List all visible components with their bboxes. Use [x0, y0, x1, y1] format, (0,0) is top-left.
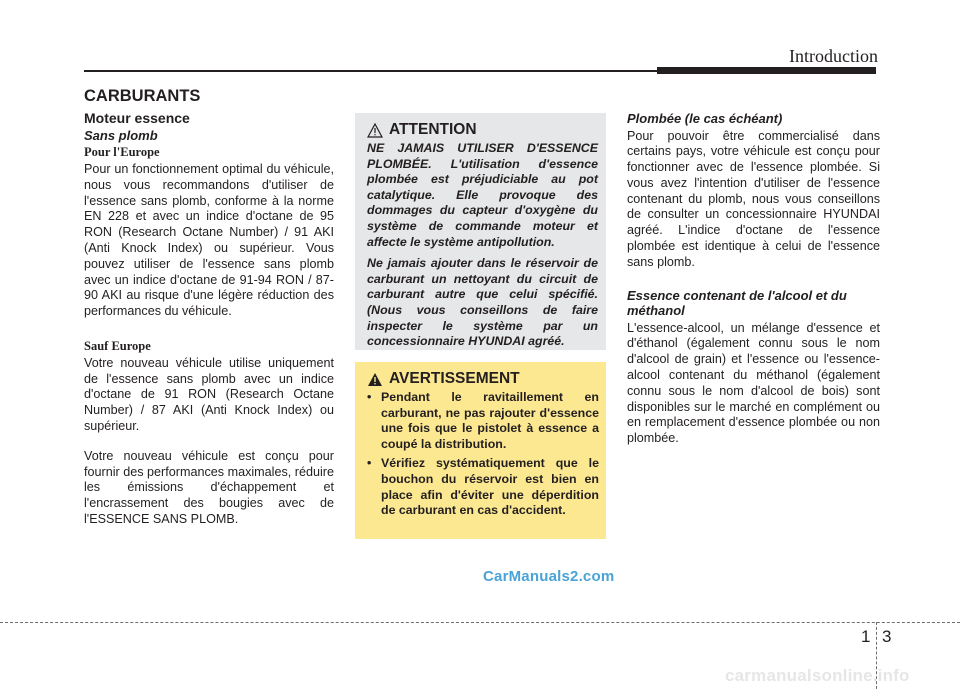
warning-item	[367, 390, 599, 452]
closing-paragraph: Votre nouveau véhicule est conçu pour fournir des performances maximales, réduire les émissions d'échappement et l'encrassement des bougies avec de l'ESSENCE SANS PLOMB.	[84, 448, 334, 527]
europe-paragraph: Pour un fonctionnement optimal du véhicule, nous vous recommandons d'utiliser de l'essence sans plomb, conforme à la norme EN 228 et avec un indice d'octane de 95 RON (Research Octane Number) / 91 AKI (Anti Knock Index) ou supérieur. Vous pouvez utiliser de l'essence sans plomb avec un indice d'octane de 91-94 RON / 87-90 AKI au risque d'une légère réduction des performances du véhicule.	[84, 162, 334, 319]
unleaded-subheading: Sans plomb	[84, 127, 158, 143]
attention-paragraph-2: Ne jamais ajouter dans le réservoir de carburant un nettoyant du circuit de carburant autre que celui spécifié. (Nous vous conseillons de faire inspecter le système par un concessionnaire HYUNDAI agréé.	[367, 256, 598, 349]
attention-title: ATTENTION	[389, 121, 477, 138]
non-europe-paragraph: Votre nouveau véhicule utilise uniquement de l'essence sans plomb avec un indice d'octane de 91 RON (Research Octane Number) / 87 AKI (Anti Knock Index) ou supérieur.	[84, 355, 334, 434]
warning-title-row	[367, 370, 599, 388]
warning-item-text: Pendant le ravitaillement en carburant, ne pas rajouter d'essence une fois que le pistolet à essence a coupé la distribution.	[381, 390, 599, 451]
watermark-link[interactable]: CarManuals2.com	[483, 568, 615, 585]
engine-heading: Moteur essence	[84, 110, 190, 126]
non-europe-heading: Sauf Europe	[84, 339, 151, 354]
warning-item-text: Vérifiez systématiquement que le bouchon du réservoir est bien en place afin d'éviter une déperdition de carburant en cas d'accident.	[381, 456, 599, 518]
bullet: •	[367, 390, 372, 404]
left-column	[84, 111, 334, 528]
attention-box	[355, 113, 606, 350]
warning-box	[355, 362, 606, 539]
warning-item	[367, 456, 599, 518]
leaded-heading: Plombée (le cas échéant)	[627, 111, 783, 126]
header-rule	[84, 70, 657, 72]
caution-triangle-outline-icon	[367, 123, 383, 138]
right-column	[627, 111, 880, 447]
warning-triangle-filled-icon	[367, 372, 383, 387]
footer-rule	[0, 622, 960, 623]
alcohol-paragraph: L'essence-alcool, un mélange d'essence et d'éthanol (également connu sous le nom d'alcool de grain) et l'essence ou l'essence-alcool contenant du méthanol (également connu sous le nom d'alcool de bois) sont disponibles sur le marché en complément ou en remplacement d'essence plombée ou non plombée.	[627, 320, 880, 446]
chapter-number: 1	[861, 627, 871, 646]
attention-title-row	[367, 121, 598, 139]
europe-heading: Pour l'Europe	[84, 145, 160, 160]
warning-title: AVERTISSEMENT	[389, 370, 520, 387]
header-tab-bar	[657, 67, 876, 74]
section-title: Introduction	[789, 46, 878, 66]
page-title: CARBURANTS	[84, 87, 201, 105]
leaded-paragraph: Pour pouvoir être commercialisé dans certains pays, votre véhicule est conçu pour fonctionner avec de l'essence plombée. Si vous avez l'intention d'utiliser de l'essence contenant du plomb, nous vous conseillons de consulter un concessionnaire HYUNDAI agréé. L'indice d'octane de l'essence plombée est identique à celui de l'essence sans plomb.	[627, 128, 880, 269]
page-number: 3	[882, 627, 892, 646]
site-watermark: carmanualsonline.info	[725, 666, 910, 685]
attention-paragraph-1: NE JAMAIS UTILISER D'ESSENCE PLOMBÉE. L'utilisation d'essence plombée est préjudiciable au pot catalytique. Elle provoque des dommages du capteur d'oxygène du système de commande moteur et affecte le système antipollution.	[367, 141, 598, 249]
bullet: •	[367, 456, 372, 471]
warning-list	[367, 390, 599, 519]
alcohol-heading: Essence contenant de l'alcool et du méthanol	[627, 287, 847, 319]
